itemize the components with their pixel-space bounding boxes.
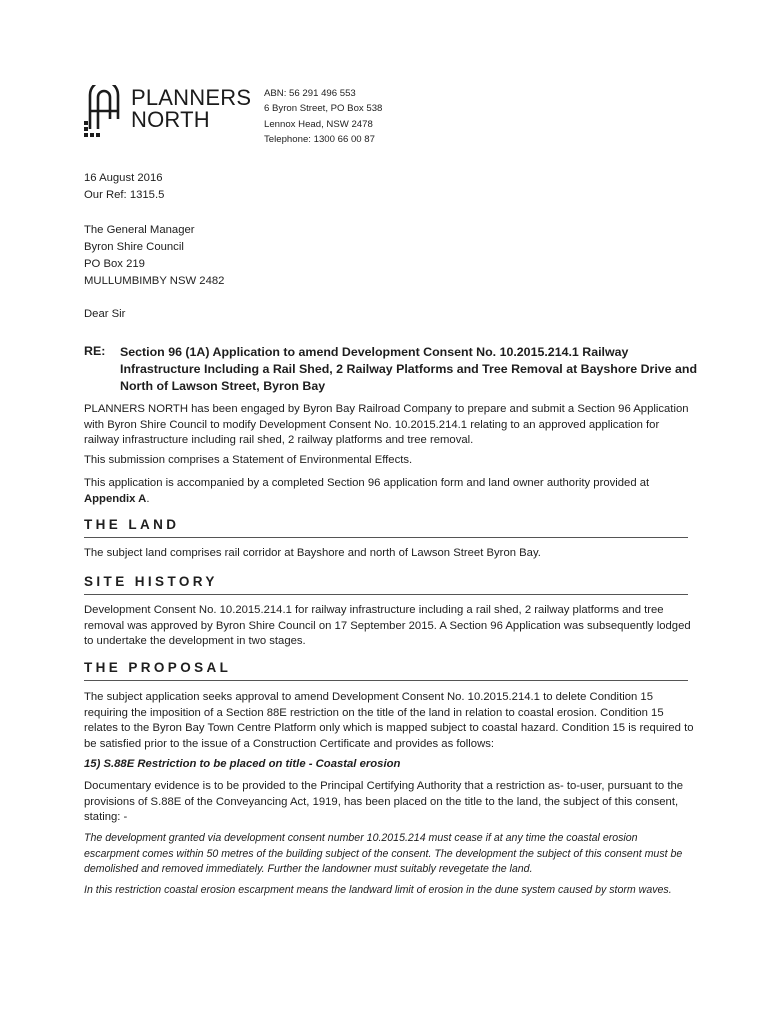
planners-north-logo	[84, 85, 259, 137]
address-line-1: 6 Byron Street, PO Box 538	[264, 103, 383, 115]
recipient-line-1: The General Manager	[84, 224, 195, 236]
salutation: Dear Sir	[84, 308, 126, 320]
intro-paragraph-3-text: This application is accompanied by a completed Section 96 application form and land owner authority provided at	[84, 477, 650, 489]
heading-the-land: THE LAND	[84, 517, 688, 538]
abn: ABN: 56 291 496 553	[264, 88, 356, 99]
contact-details	[264, 86, 382, 147]
letter-date: 16 August 2016	[84, 172, 163, 184]
proposal-paragraph-2: Documentary evidence is to be provided to the Principal Certifying Authority that a restriction as- to-user, pursuant to the provisions of S.88E of the Conveyancing Act, 1919, has been placed on the title to the land, the subject of this consent, stating: -	[84, 780, 684, 824]
address-line-2: Lennox Head, NSW 2478	[264, 118, 373, 130]
recipient-line-4: MULLUMBIMBY NSW 2482	[84, 275, 225, 287]
intro-paragraph-3	[84, 476, 694, 507]
recipient-line-2: Byron Shire Council	[84, 241, 184, 253]
proposal-paragraph-1: The subject application seeks approval to amend Development Consent No. 10.2015.214.1 to delete Condition 15 requiring the imposition of a Section 88E restriction on the title of the land in relation to coastal erosion. Condition 15 relates to the Byron Bay Town Centre Platform only which is mapped subject to coastal hazard. Condition 15 is required to be satisfied prior to the issue of a Construction Certificate and provides as follows:	[84, 691, 694, 750]
restriction-quote-2: In this restriction coastal erosion escarpment means the landward limit of erosion in the dune system caused by storm waves.	[84, 884, 672, 896]
planners-north-logo-mark-icon	[84, 85, 124, 137]
site-history-paragraph: Development Consent No. 10.2015.214.1 for railway infrastructure including a rail shed, 2 railway platforms and tree removal was approved by Byron Shire Council on 17 September 2015. A Section 96 Application was subsequently lodged to undertake the development in two stages.	[84, 604, 691, 648]
condition-15-title: 15) S.88E Restriction to be placed on title - Coastal erosion	[84, 758, 401, 770]
logo-line-1: PLANNERS	[131, 85, 252, 110]
our-reference: Our Ref: 1315.5	[84, 189, 165, 201]
appendix-reference: Appendix A	[84, 492, 147, 505]
heading-site-history: SITE HISTORY	[84, 574, 688, 595]
date-block	[84, 171, 164, 204]
re-subject: Section 96 (1A) Application to amend Development Consent No. 10.2015.214.1 Railway Infrastructure Including a Rail Shed, 2 Railway Platforms and Tree Removal at Bayshore Drive and North of Lawson Street, Byron Bay	[120, 345, 698, 393]
logo-wordmark	[131, 87, 251, 131]
recipient-line-3: PO Box 219	[84, 258, 145, 270]
restriction-quote-1: The development granted via development consent number 10.2015.214 must cease if at any time the coastal erosion escarpment comes within 50 metres of the building subject of the consent. The development the subject of this consent must be demolished and removed immediately. Further the landowner must suitably revegetate the land.	[84, 832, 683, 876]
intro-paragraph-3-end: .	[146, 492, 150, 505]
the-land-paragraph: The subject land comprises rail corridor at Bayshore and north of Lawson Street Byron Bay.	[84, 547, 541, 559]
re-label: RE:	[84, 344, 106, 358]
intro-paragraph-2: This submission comprises a Statement of Environmental Effects.	[84, 454, 413, 466]
heading-the-proposal: THE PROPOSAL	[84, 660, 688, 681]
telephone: Telephone: 1300 66 00 87	[264, 133, 375, 145]
logo-line-2: NORTH	[131, 107, 210, 132]
intro-paragraph-1: PLANNERS NORTH has been engaged by Byron Bay Railroad Company to prepare and submit a Section 96 Application with Byron Shire Council to modify Development Consent No. 10.2015.214.1 relating to an approved application for railway infrastructure including rail shed, 2 railway platforms and tree removal.	[84, 403, 689, 447]
recipient-address	[84, 223, 224, 290]
